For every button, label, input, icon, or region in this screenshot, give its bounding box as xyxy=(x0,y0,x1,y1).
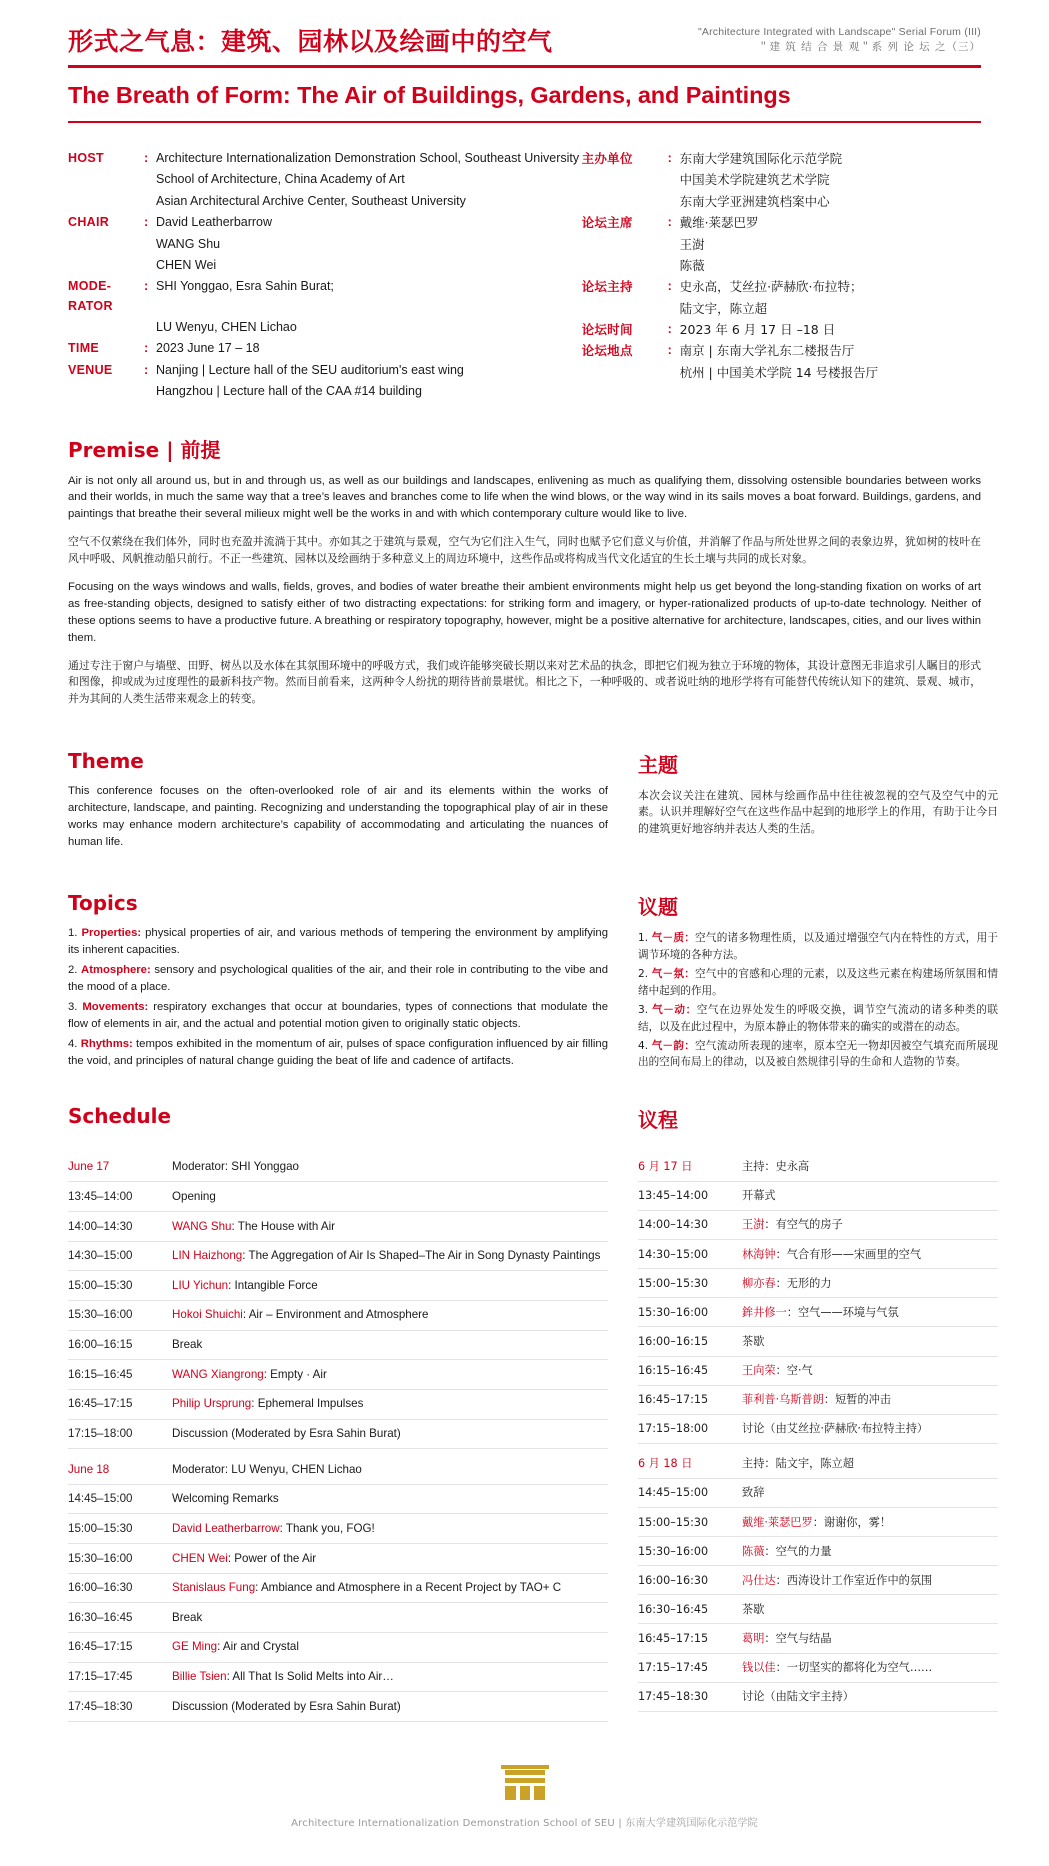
schedule-time: 16:45–17:15 xyxy=(68,1640,133,1654)
schedule-row xyxy=(68,1182,608,1212)
topics-col-cn xyxy=(638,861,998,1073)
moderator-label: MODE-RATOR xyxy=(68,279,113,313)
moderator-colon: : xyxy=(144,279,149,294)
schedule-time: 15:00–15:30 xyxy=(68,1521,133,1535)
theme-section xyxy=(0,719,1049,862)
schedule-row xyxy=(68,1544,608,1574)
host-row xyxy=(68,149,582,168)
schedule-description: 开幕式 xyxy=(742,1189,776,1203)
schedule-description: Moderator: SHI Yonggao xyxy=(172,1160,299,1174)
schedule-talk-title: ：谢谢你，雾！ xyxy=(812,1515,892,1529)
schedule-description: Break xyxy=(172,1338,203,1352)
schedule-row xyxy=(68,1360,608,1390)
schedule-time: 16:15–16:45 xyxy=(638,1364,709,1377)
schedule-row xyxy=(68,1603,608,1633)
schedule-row xyxy=(68,1692,608,1722)
schedule-talk-title: ：西涛设计工作室近作中的氛围 xyxy=(775,1573,933,1587)
time-colon-cn: : xyxy=(667,322,672,336)
schedule-description: Opening xyxy=(172,1189,216,1203)
schedule-row xyxy=(68,1514,608,1544)
schedule-time: 13:45–14:00 xyxy=(638,1189,709,1203)
schedule-row xyxy=(68,1420,608,1450)
schedule-day-row xyxy=(68,1455,608,1485)
time-label: TIME xyxy=(68,341,100,356)
header-divider-bottom xyxy=(68,121,981,124)
schedule-description: 讨论（由陆文宇主持） xyxy=(742,1690,854,1704)
schedule-description: 主持：陆文宇，陈立超 xyxy=(742,1457,854,1471)
chair-label: CHAIR xyxy=(68,215,110,230)
topic-item xyxy=(68,999,608,1033)
topics-col-en xyxy=(68,861,608,1073)
schedule-time: 17:45–18:30 xyxy=(68,1699,133,1713)
time-colon: : xyxy=(144,341,149,356)
schedule-description xyxy=(742,1363,998,1378)
venue-row xyxy=(68,361,582,380)
time-value-cn: 2023 年 6 月 17 日 –18 日 xyxy=(679,322,836,337)
schedule-description xyxy=(172,1551,608,1567)
topic-item xyxy=(68,1036,608,1070)
title-row xyxy=(68,22,981,58)
schedule-speaker: David Leatherbarrow xyxy=(172,1521,280,1535)
schedule-speaker: 钱以佳 xyxy=(742,1661,776,1675)
premise-paragraph-2-en: Focusing on the ways windows and walls, fields, groves, and bodies of water breathe their ambient environments might help us get beyond the long-standing fixation on works of art as free-standing objects, designed to satisfy either of two distracting expectations: for striking form and imagery, or hyper-rationalized products of up-to-date technology. Neither of these options seems to have a productive future. A breathing or respiratory topography, however, might be a positive alternative for architecture, landscapes, cities, and our lives within them. xyxy=(68,580,981,644)
schedule-description: Welcoming Remarks xyxy=(172,1492,279,1506)
schedule-time: 15:30–16:00 xyxy=(68,1551,133,1565)
schedule-talk-title: ：无形的力 xyxy=(775,1276,832,1290)
host-value: Architecture Internationalization Demonstration School, Southeast University xyxy=(156,151,580,165)
schedule-talk-title: : Ambiance and Atmosphere in a Recent Project by TAO+ C xyxy=(255,1581,562,1595)
chair-value-cn-1: 戴维·莱瑟巴罗 xyxy=(679,215,759,231)
topic-keyword: 气－动： xyxy=(652,1004,697,1017)
schedule-speaker: WANG Shu xyxy=(172,1219,232,1233)
chair-value-2: WANG Shu xyxy=(156,236,221,251)
host-value-cn-2: 中国美术学院建筑艺术学院 xyxy=(679,172,830,188)
topic-number: 2. xyxy=(68,964,82,977)
schedule-description xyxy=(172,1367,608,1383)
schedule-speaker: 王澍 xyxy=(742,1218,765,1232)
schedule-description xyxy=(172,1639,608,1655)
theme-title-cn: 主题 xyxy=(638,752,678,777)
schedule-time: 16:45–17:15 xyxy=(638,1631,709,1645)
venue-value-2: Hangzhou | Lecture hall of the CAA #14 building xyxy=(156,384,422,399)
schedule-speaker: Philip Ursprung xyxy=(172,1397,252,1411)
chair-value-1: David Leatherbarrow xyxy=(156,215,273,230)
venue-label-cn: 论坛地点 xyxy=(581,343,633,359)
schedule-row xyxy=(638,1211,998,1240)
seu-gate-logo-icon xyxy=(499,1764,551,1804)
schedule-row xyxy=(638,1357,998,1386)
host-value-cn-1: 东南大学建筑国际化示范学院 xyxy=(679,151,843,166)
schedule-description xyxy=(172,1307,608,1323)
schedule-row xyxy=(638,1683,998,1712)
schedule-talk-title: : Air and Crystal xyxy=(217,1640,299,1654)
topic-text: physical properties of air, and various methods of tempering the environment by amplifying its inherent capacities. xyxy=(68,927,608,957)
schedule-time: 16:00–16:30 xyxy=(638,1573,709,1587)
schedule-time: 14:30–15:00 xyxy=(68,1249,133,1263)
schedule-date: 6 月 17 日 xyxy=(638,1160,693,1174)
schedule-time: 17:15–17:45 xyxy=(638,1661,709,1675)
schedule-description xyxy=(742,1247,998,1262)
schedule-date: June 17 xyxy=(68,1160,110,1174)
schedule-description: 致辞 xyxy=(742,1486,765,1500)
event-info-en xyxy=(68,149,582,404)
schedule-time: 17:45–18:30 xyxy=(638,1690,709,1704)
schedule-talk-title: ：一切坚实的都将化为空气…… xyxy=(775,1661,933,1675)
header-divider-top xyxy=(68,65,981,68)
theme-body-cn: 本次会议关注在建筑、园林与绘画作品中往往被忽视的空气及空气中的元素。认识并理解好空气在这些作品中起到的地形学上的作用，有助于让今日的建筑更好地容纳并表达人类的生活。 xyxy=(638,788,998,836)
schedule-row xyxy=(68,1633,608,1663)
schedule-talk-title: : Empty · Air xyxy=(263,1367,327,1381)
schedule-time: 15:30–16:00 xyxy=(68,1308,133,1322)
topic-item xyxy=(638,930,998,963)
schedule-speaker: LIU Yichun xyxy=(172,1278,229,1292)
schedule-description xyxy=(742,1276,998,1291)
topic-keyword: Movements: xyxy=(82,1001,149,1014)
schedule-speaker: Billie Tsien xyxy=(172,1670,227,1684)
time-row xyxy=(68,339,582,358)
topics-list-en xyxy=(68,925,608,1070)
schedule-time: 14:30–15:00 xyxy=(638,1247,709,1261)
schedule-day-row xyxy=(638,1153,998,1182)
schedule-description xyxy=(742,1631,998,1646)
host-value-2: School of Architecture, China Academy of Art xyxy=(156,172,405,187)
host-value-3: Asian Architectural Archive Center, Southeast University xyxy=(156,193,466,208)
poster-footer xyxy=(0,1764,1049,1843)
topic-number: 1. xyxy=(68,927,82,940)
schedule-title-wrap-cn xyxy=(638,1074,998,1143)
schedule-speaker: 葛明 xyxy=(742,1631,765,1645)
schedule-headings xyxy=(0,1074,1049,1143)
premise-paragraph-1-en: Air is not only all around us, but in and through us, as well as our buildings and landscapes, enlivening as much as qualifying them, dissolving ostensible boundaries between works and their worlds, in much the same way that a tree’s leaves and branches come to life when the wind blows, or the way wind in its sails moves a boat forward. Buildings, gardens, and paintings that breathe their several milieux might well be the works in and with which contemporary culture would like to live. xyxy=(68,474,981,521)
schedule-description xyxy=(742,1515,998,1530)
schedule-day-row xyxy=(68,1153,608,1183)
chair-value-cn-2: 王澍 xyxy=(679,236,705,252)
schedule-description: 茶歇 xyxy=(742,1334,765,1348)
theme-col-cn xyxy=(638,719,998,862)
schedule-talk-title: ：空气与结晶 xyxy=(764,1631,832,1645)
topics-title-en: Topics xyxy=(68,891,138,916)
schedule-time: 13:45–14:00 xyxy=(68,1189,133,1203)
schedule-row xyxy=(638,1508,998,1537)
schedule-description xyxy=(742,1573,998,1588)
topic-item xyxy=(68,962,608,996)
schedule-talk-title: ：空·气 xyxy=(775,1364,813,1377)
host-label: HOST xyxy=(68,151,104,165)
schedule-talk-title: : Thank you, FOG! xyxy=(279,1521,375,1535)
time-label-cn: 论坛时间 xyxy=(581,322,633,337)
schedule-time: 16:45–17:15 xyxy=(68,1397,133,1411)
time-row-cn xyxy=(582,320,981,339)
schedule-row xyxy=(68,1663,608,1693)
venue-value-1: Nanjing | Lecture hall of the SEU auditorium's east wing xyxy=(156,362,464,377)
schedule-time: 16:00–16:15 xyxy=(638,1334,709,1348)
host-value-cn-3: 东南大学亚洲建筑档案中心 xyxy=(679,193,830,209)
schedule-time: 14:00–14:30 xyxy=(638,1218,709,1232)
schedule-row xyxy=(68,1574,608,1604)
schedule-time: 15:00–15:30 xyxy=(68,1278,133,1292)
schedule-time: 16:45–17:15 xyxy=(638,1393,709,1407)
schedule-time: 17:15–17:45 xyxy=(68,1670,133,1684)
schedule-time: 17:15–18:00 xyxy=(68,1427,133,1440)
topic-item xyxy=(638,1038,998,1071)
schedule-description xyxy=(742,1217,998,1232)
schedule-row xyxy=(638,1327,998,1356)
schedule-talk-title: : The Aggregation of Air Is Shaped–The Air in Song Dynasty Paintings xyxy=(242,1249,601,1263)
topic-keyword: Properties: xyxy=(81,927,142,940)
chair-row-cn xyxy=(582,213,981,232)
host-colon-cn: : xyxy=(667,151,672,165)
venue-label: VENUE xyxy=(68,362,113,377)
topic-number: 3. xyxy=(68,1001,83,1014)
venue-value-cn-2: 杭州 | 中国美术学院 14 号楼报告厅 xyxy=(679,364,879,380)
schedule-talk-title: : Ephemeral Impulses xyxy=(251,1397,364,1411)
schedule-time: 15:30–16:00 xyxy=(638,1305,709,1319)
topic-number: 4. xyxy=(638,1039,652,1052)
schedule-title-wrap-en xyxy=(68,1074,608,1143)
schedule-section xyxy=(0,1147,1049,1722)
venue-colon-cn: : xyxy=(667,343,672,358)
schedule-speaker: 鉾井修一 xyxy=(742,1305,787,1319)
schedule-row xyxy=(638,1537,998,1566)
time-value: 2023 June 17 – 18 xyxy=(156,341,260,356)
schedule-row xyxy=(638,1240,998,1269)
schedule-speaker: 戴维·莱瑟巴罗 xyxy=(742,1515,813,1529)
topic-number: 4. xyxy=(68,1038,81,1051)
schedule-time: 15:00–15:30 xyxy=(638,1276,709,1290)
host-colon: : xyxy=(144,151,149,165)
schedule-talk-title: : Intangible Force xyxy=(228,1278,318,1292)
premise-title: Premise | 前提 xyxy=(68,437,221,462)
schedule-time: 14:00–14:30 xyxy=(68,1219,133,1233)
schedule-time: 16:00–16:15 xyxy=(68,1338,133,1352)
moderator-colon-cn: : xyxy=(667,279,672,294)
schedule-description: Discussion (Moderated by Esra Sahin Burat) xyxy=(172,1427,401,1440)
serial-forum-en: "Architecture Integrated with Landscape" Serial Forum (III) xyxy=(697,25,981,38)
theme-body-en: This conference focuses on the often-overlooked role of air and its elements within the works of architecture, landscape, and painting. Recognizing and understanding the topographical play of air in these works may enhance modern architecture’s capability of accommodating and articulating the nuances of human life. xyxy=(68,784,608,848)
topic-number: 1. xyxy=(638,932,652,945)
schedule-speaker: WANG Xiangrong xyxy=(172,1367,264,1381)
schedule-time: 14:45–15:00 xyxy=(68,1492,133,1506)
schedule-description: 茶歇 xyxy=(742,1602,765,1616)
schedule-row xyxy=(68,1242,608,1272)
topic-keyword: 气－质： xyxy=(651,932,696,945)
moderator-value-cn-2: 陆文宇，陈立超 xyxy=(679,300,768,316)
topic-text: tempos exhibited in the momentum of air, pulses of space configuration influenced by air filling the void, and principles of natural change guiding the beat of life and cadence of artifacts. xyxy=(68,1038,609,1068)
schedule-table-en xyxy=(68,1147,608,1722)
schedule-speaker: 柳亦春 xyxy=(742,1276,776,1290)
schedule-row xyxy=(638,1595,998,1624)
topics-list-cn xyxy=(638,930,998,1070)
schedule-day-row xyxy=(638,1450,998,1479)
schedule-talk-title: ：短暂的冲击 xyxy=(823,1393,892,1407)
topics-section xyxy=(0,861,1049,1073)
chair-value-3: CHEN Wei xyxy=(156,257,217,272)
venue-value-cn-1: 南京 | 东南大学礼东二楼报告厅 xyxy=(679,343,855,359)
chair-row xyxy=(68,213,582,232)
host-label-cn: 主办单位 xyxy=(581,151,633,166)
schedule-row xyxy=(638,1386,998,1415)
schedule-row xyxy=(638,1654,998,1683)
schedule-description xyxy=(742,1544,998,1559)
topic-item xyxy=(638,1002,998,1035)
topic-text: 空气流动所表现的速率，原本空无一物却因被空气填充而所展现出的空间布局上的律动，以及被自然规律引导的生命和人造物的节奏。 xyxy=(638,1039,999,1069)
topic-text: 空气在边界处发生的呼吸交换，调节空气流动的诸多种类的联结，以及在此过程中，为原本静止的物体带来的确实的或潜在的动态。 xyxy=(638,1004,998,1033)
schedule-talk-title: : All That Is Solid Melts into Air… xyxy=(226,1670,394,1684)
moderator-row xyxy=(68,277,582,316)
schedule-speaker: GE Ming xyxy=(172,1640,218,1654)
venue-colon: : xyxy=(144,362,149,377)
schedule-speaker: Hokoi Shuichi xyxy=(172,1308,243,1322)
schedule-row xyxy=(638,1182,998,1211)
footer-text: Architecture Internationalization Demonstration School of SEU | 东南大学建筑国际化示范学院 xyxy=(291,1817,758,1829)
event-info-cn xyxy=(582,149,981,404)
schedule-description xyxy=(172,1521,608,1537)
poster-header xyxy=(0,0,1049,123)
schedule-row xyxy=(638,1269,998,1298)
schedule-speaker: 林海钟 xyxy=(742,1247,776,1261)
schedule-description: Break xyxy=(172,1610,203,1624)
moderator-label-cn: 论坛主持 xyxy=(581,279,633,295)
schedule-row xyxy=(638,1415,998,1444)
topic-item xyxy=(68,925,608,959)
schedule-table-cn xyxy=(638,1147,998,1722)
premise-paragraph-1-cn: 空气不仅萦绕在我们体外，同时也充盈并流淌于其中。亦如其之于建筑与景观，空气为它们注入生气，同时也赋予它们意义与价值，并消解了作品与所处世界之间的表象边界，犹如树的枝叶在风中呼吸、风帆推动船只前行。不正一些建筑、园林以及绘画纳于多种意义上的周边环境中，这些作品或将构成当代文化适宜的生长土壤与共同的成长对象。 xyxy=(68,535,981,566)
schedule-talk-title: : Air – Environment and Atmosphere xyxy=(242,1308,429,1322)
schedule-speaker: 陈薇 xyxy=(742,1544,765,1558)
schedule-description xyxy=(172,1278,608,1294)
schedule-speaker: CHEN Wei xyxy=(172,1551,228,1565)
topic-item xyxy=(638,966,998,999)
moderator-value-1: SHI Yonggao, Esra Sahin Burat; xyxy=(156,279,334,294)
moderator-value-cn-1: 史永高，艾丝拉·萨赫欣·布拉特； xyxy=(679,279,863,295)
schedule-talk-title: : Power of the Air xyxy=(227,1551,317,1565)
schedule-time: 15:30–16:00 xyxy=(638,1544,709,1558)
chair-label-cn: 论坛主席 xyxy=(581,215,633,231)
moderator-row-cn xyxy=(582,277,981,296)
schedule-date: 6 月 18 日 xyxy=(638,1457,693,1471)
schedule-description xyxy=(172,1669,608,1685)
schedule-description xyxy=(742,1660,998,1675)
topic-text: 空气的诸多物理性质，以及通过增强空气内在特性的方式，用于调节环境的各种方法。 xyxy=(638,932,999,961)
schedule-speaker: 菲利普·乌斯普朗 xyxy=(742,1393,824,1407)
schedule-description xyxy=(172,1219,608,1235)
schedule-description xyxy=(742,1392,998,1407)
topic-text: sensory and psychological qualities of the air, and their role in contributing to the vibe and the mood of a place. xyxy=(68,964,608,994)
host-row-cn xyxy=(582,149,981,168)
schedule-speaker: 冯仕达 xyxy=(742,1573,776,1587)
moderator-value-2: LU Wenyu, CHEN Lichao xyxy=(156,320,297,334)
topic-text: 空气中的官感和心理的元素，以及这些元素在构建场所氛围和情绪中起到的作用。 xyxy=(638,968,999,997)
schedule-talk-title: ：空气的力量 xyxy=(764,1544,832,1558)
schedule-talk-title: ：有空气的房子 xyxy=(764,1218,843,1232)
schedule-row xyxy=(68,1301,608,1331)
title-chinese: 形式之气息：建筑、园林以及绘画中的空气 xyxy=(68,27,553,56)
premise-paragraph-2-cn: 通过专注于窗户与墙壁、田野、树丛以及水体在其氛围环境中的呼吸方式，我们或许能够突破长期以来对艺术品的执念，即把它们视为独立于环境的物体，其设计意图无非追求引人瞩目的形式和图像，抑或成为过度理性的最新科技产物。然而目前看来，这两种令人纷扰的期待皆前景堪忧。相比之下，一种呼吸的、或者说吐纳的地形学将有可能替代传统认知下的建筑、景观、城市，并为其间的人类生活带来观念上的转变。 xyxy=(68,658,981,705)
schedule-speaker: 王向荣 xyxy=(742,1364,776,1377)
theme-col-en xyxy=(68,719,608,862)
topic-keyword: 气－氛： xyxy=(651,968,696,981)
schedule-description xyxy=(172,1248,608,1264)
schedule-description xyxy=(172,1580,608,1596)
schedule-description: 讨论（由艾丝拉·萨赫欣·布拉特主持） xyxy=(742,1422,929,1436)
topic-keyword: 气－韵： xyxy=(651,1039,696,1052)
schedule-speaker: Stanislaus Fung xyxy=(172,1581,256,1595)
schedule-title-cn: 议程 xyxy=(638,1107,678,1132)
schedule-speaker: LIN Haizhong xyxy=(172,1249,243,1263)
schedule-row xyxy=(638,1624,998,1653)
schedule-time: 14:45–15:00 xyxy=(638,1486,709,1500)
topic-number: 3. xyxy=(638,1004,653,1017)
schedule-date: June 18 xyxy=(68,1462,110,1476)
schedule-talk-title: : The House with Air xyxy=(231,1219,336,1233)
schedule-talk-title: ：空气——环境与气氛 xyxy=(786,1305,899,1319)
schedule-time: 17:15–18:00 xyxy=(638,1422,709,1436)
schedule-time: 16:30–16:45 xyxy=(638,1602,709,1616)
schedule-row xyxy=(638,1298,998,1327)
schedule-time: 16:15–16:45 xyxy=(68,1367,133,1381)
venue-row-cn xyxy=(582,341,981,360)
serial-forum-cn: ＂建 筑 结 合 景 观＂系 列 论 坛 之（三） xyxy=(757,40,981,53)
schedule-time: 15:00–15:30 xyxy=(638,1515,709,1529)
chair-colon: : xyxy=(144,215,149,230)
schedule-talk-title: ：气合有形——宋画里的空气 xyxy=(775,1247,922,1261)
schedule-description xyxy=(172,1396,608,1412)
schedule-time: 16:00–16:30 xyxy=(68,1581,133,1595)
event-info xyxy=(0,149,1049,404)
schedule-title-en: Schedule xyxy=(68,1103,172,1128)
schedule-description: 主持：史永高 xyxy=(742,1160,810,1174)
topic-text: respiratory exchanges that occur at boundaries, types of connections that modulate the flow of elements in air, and the actual and potential motion given to originally static objects. xyxy=(68,1001,608,1031)
schedule-row xyxy=(638,1566,998,1595)
title-english: The Breath of Form: The Air of Buildings, Gardens, and Paintings xyxy=(68,81,791,108)
topic-keyword: Atmosphere: xyxy=(81,964,151,977)
schedule-description xyxy=(742,1305,998,1320)
schedule-row xyxy=(68,1390,608,1420)
schedule-row xyxy=(68,1331,608,1361)
topic-number: 2. xyxy=(638,968,652,981)
schedule-description: Moderator: LU Wenyu, CHEN Lichao xyxy=(172,1462,362,1476)
schedule-row xyxy=(68,1212,608,1242)
topics-title-cn: 议题 xyxy=(638,895,678,920)
schedule-description: Discussion (Moderated by Esra Sahin Burat) xyxy=(172,1699,401,1713)
topic-keyword: Rhythms: xyxy=(80,1038,133,1051)
chair-value-cn-3: 陈薇 xyxy=(679,257,705,273)
schedule-time: 16:30–16:45 xyxy=(68,1610,133,1624)
schedule-row xyxy=(68,1485,608,1515)
premise-section xyxy=(0,434,1049,708)
theme-title-en: Theme xyxy=(68,748,144,773)
schedule-row xyxy=(638,1479,998,1508)
serial-forum-block xyxy=(698,25,981,58)
schedule-row xyxy=(68,1271,608,1301)
chair-colon-cn: : xyxy=(667,215,672,230)
